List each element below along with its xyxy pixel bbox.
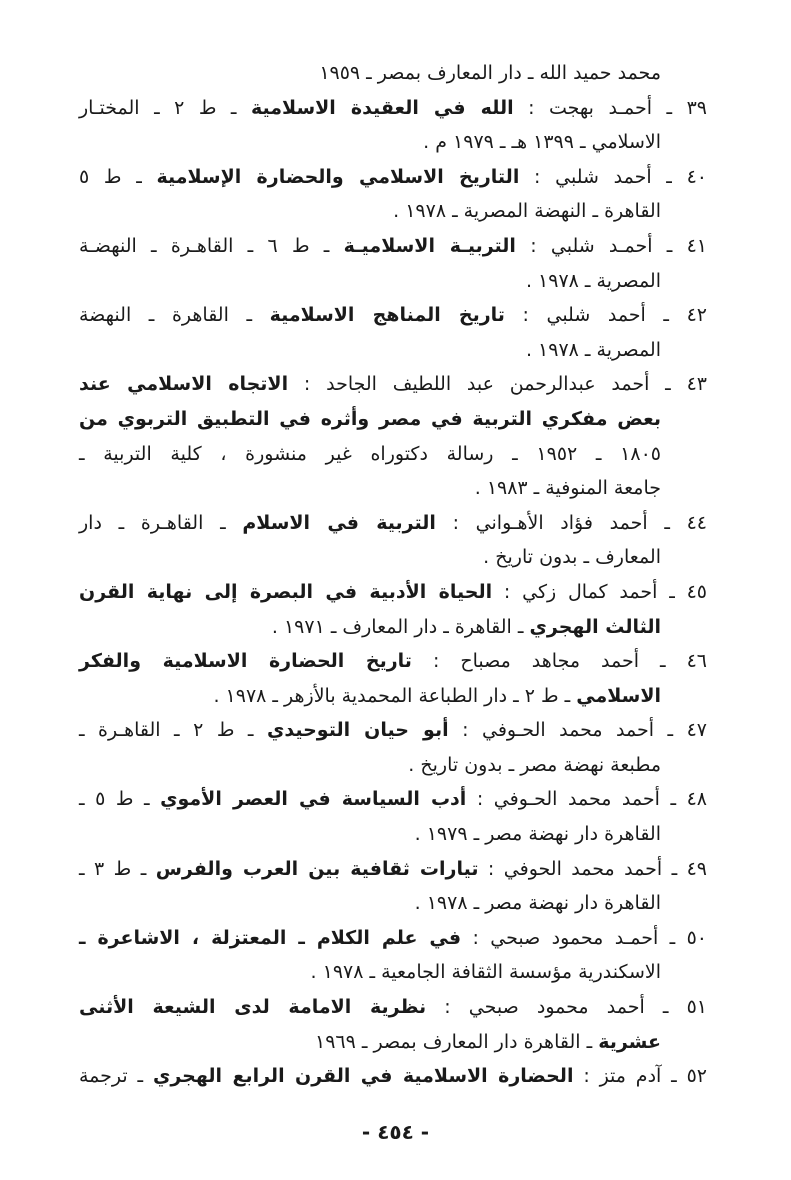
entry-title: تاريخ الحضارة الاسلامية والفكر bbox=[79, 650, 412, 673]
entry-line bbox=[79, 56, 707, 91]
entry-line bbox=[79, 1059, 707, 1094]
entry-publication: ـ ترجمة bbox=[79, 1065, 153, 1088]
entry-text: المصرية ـ ١٩٧٨ . bbox=[525, 338, 661, 361]
entry-author: ٤٢ ـ أحمد شلبي : bbox=[504, 304, 707, 327]
bibliography-entry bbox=[79, 782, 707, 851]
entry-line bbox=[79, 506, 707, 541]
entry-line bbox=[79, 194, 707, 229]
entry-line bbox=[79, 1025, 707, 1060]
entry-publication: ـ ط ٢ ـ المختـار bbox=[79, 96, 251, 119]
entry-publication: ـ القاهرة دار المعارف بمصر ـ ١٩٦٩ bbox=[315, 1030, 599, 1053]
entry-line bbox=[79, 402, 707, 437]
bibliography-entry bbox=[79, 990, 707, 1059]
entry-text: المعارف ـ بدون تاريخ . bbox=[483, 546, 661, 569]
entry-title: التربيـة الاسلاميـة bbox=[343, 234, 516, 257]
entry-line bbox=[79, 748, 707, 783]
entry-line bbox=[79, 229, 707, 264]
entry-title: في علم الكلام ـ المعتزلة ، الاشاعرة ـ bbox=[79, 926, 462, 949]
entry-author: ٤١ ـ أحمـد شلبي : bbox=[515, 234, 707, 257]
entry-title: أبو حيان التوحيدي bbox=[266, 719, 449, 742]
entry-line bbox=[79, 852, 707, 887]
entry-title: الثالث الهجري bbox=[529, 615, 661, 638]
bibliography-entry bbox=[79, 852, 707, 921]
entry-text: المصرية ـ ١٩٧٨ . bbox=[525, 269, 661, 292]
entry-text: الاسلامي ـ ١٣٩٩ هـ ـ ١٩٧٩ م . bbox=[423, 131, 661, 154]
entry-author: ٤٧ ـ أحمد محمد الحـوفي : bbox=[448, 719, 707, 742]
entry-line bbox=[79, 91, 707, 126]
page-number: - ٤٥٤ - bbox=[361, 1120, 430, 1144]
entry-author: ٤٣ ـ أحمد عبدالرحمن عبد اللطيف الجاحد : bbox=[288, 373, 707, 396]
entry-title: الاسلامي bbox=[576, 684, 661, 707]
entry-text: القاهرة دار نهضة مصر ـ ١٩٧٩ . bbox=[414, 823, 661, 846]
entry-publication: ـ القاهرة ـ النهضة bbox=[79, 304, 270, 327]
bibliography-entry bbox=[79, 575, 707, 644]
bibliography-entry bbox=[79, 298, 707, 367]
entry-author: ٤٨ ـ أحمد محمد الحـوفي : bbox=[466, 788, 707, 811]
entry-publication: ـ ط ٦ ـ القاهـرة ـ النهضـة bbox=[79, 234, 344, 257]
entry-title: التربية في الاسلام bbox=[242, 511, 436, 534]
entry-author: ٣٩ ـ أحمـد بهجت : bbox=[513, 96, 707, 119]
entry-title: تاريخ المناهج الاسلامية bbox=[269, 304, 505, 327]
entry-title: تيارات ثقافية بين العرب والفرس bbox=[155, 857, 479, 880]
bibliography-entry bbox=[79, 506, 707, 575]
entry-author: ٥٢ ـ آدم متز : bbox=[573, 1065, 707, 1088]
entry-line bbox=[79, 886, 707, 921]
entry-title: أدب السياسة في العصر الأموي bbox=[160, 788, 467, 811]
bibliography-entry bbox=[79, 367, 707, 505]
entry-line bbox=[79, 817, 707, 852]
entry-line bbox=[79, 782, 707, 817]
entry-publication: ـ ط ٢ ـ القاهـرة ـ bbox=[79, 719, 267, 742]
entry-text: ١٨٠٥ ـ ١٩٥٢ ـ رسالة دكتوراه غير منشورة ، كلية التربية ـ bbox=[79, 442, 661, 465]
entry-publication: ـ القاهرة ـ دار المعارف ـ ١٩٧١ . bbox=[271, 615, 530, 638]
bibliography-entry bbox=[79, 56, 707, 91]
entry-publication: ـ القاهـرة ـ دار bbox=[79, 511, 243, 534]
entry-line bbox=[79, 644, 707, 679]
entry-line bbox=[79, 367, 707, 402]
bibliography-entry bbox=[79, 229, 707, 298]
entry-text: القاهرة دار نهضة مصر ـ ١٩٧٨ . bbox=[414, 892, 661, 915]
entry-publication: ـ ط ٥ bbox=[79, 165, 157, 188]
entry-text: محمد حميد الله ـ دار المعارف بمصر ـ ١٩٥٩ bbox=[319, 62, 661, 84]
bibliography-entry bbox=[79, 1059, 707, 1094]
bibliography-entry bbox=[79, 91, 707, 160]
entry-line bbox=[79, 333, 707, 368]
entry-author: ٥٠ ـ أحمـد محمود صبحي : bbox=[461, 926, 707, 949]
entry-title: الله في العقيدة الاسلامية bbox=[250, 96, 514, 119]
entry-text: القاهرة ـ النهضة المصرية ـ ١٩٧٨ . bbox=[393, 200, 661, 223]
bibliography-entry bbox=[79, 713, 707, 782]
entry-title: الحضارة الاسلامية في القرن الرابع الهجري bbox=[152, 1065, 574, 1088]
entry-line bbox=[79, 160, 707, 195]
entry-line bbox=[79, 679, 707, 714]
entry-text: الاسكندرية مؤسسة الثقافة الجامعية ـ ١٩٧٨ . bbox=[310, 961, 661, 984]
bibliography-entry bbox=[79, 644, 707, 713]
entry-author: ٤٩ ـ أحمد محمد الحوفي : bbox=[478, 857, 707, 880]
entry-line bbox=[79, 575, 707, 610]
entry-line bbox=[79, 471, 707, 506]
entry-author: ٥١ ـ أحمد محمود صبحي : bbox=[426, 996, 707, 1019]
entry-text: مطبعة نهضة مصر ـ بدون تاريخ . bbox=[408, 753, 661, 776]
bibliography-entry bbox=[79, 921, 707, 990]
entry-line bbox=[79, 298, 707, 333]
entry-text: جامعة المنوفية ـ ١٩٨٣ . bbox=[474, 477, 661, 500]
entry-author: ٤٤ ـ أحمد فؤاد الأهـواني : bbox=[435, 511, 708, 534]
entry-title: الاتجاه الاسلامي عند bbox=[79, 373, 289, 396]
entry-line bbox=[79, 955, 707, 990]
entry-line bbox=[79, 610, 707, 645]
bibliography-page bbox=[79, 56, 707, 1094]
entry-title: عشرية bbox=[598, 1030, 661, 1053]
entry-title: نظرية الامامة لدى الشيعة الأثنى bbox=[79, 996, 427, 1019]
entry-author: ٤٥ ـ أحمد كمال زكي : bbox=[492, 580, 707, 603]
entry-publication: ـ ط ٢ ـ دار الطباعة المحمدية بالأزهر ـ ١٩٧٨ . bbox=[213, 684, 577, 707]
entry-publication: ـ ط ٣ ـ bbox=[79, 857, 156, 880]
entry-line bbox=[79, 437, 707, 472]
entry-line bbox=[79, 713, 707, 748]
entry-author: ٤٠ ـ أحمد شلبي : bbox=[519, 165, 707, 188]
bibliography-entry bbox=[79, 160, 707, 229]
entry-title: التاريخ الاسلامي والحضارة الإسلامية bbox=[156, 165, 520, 188]
entry-line bbox=[79, 921, 707, 956]
entry-line bbox=[79, 125, 707, 160]
entry-line bbox=[79, 264, 707, 299]
entry-publication: ـ ط ٥ ـ bbox=[79, 788, 161, 811]
entry-author: ٤٦ ـ أحمد مجاهد مصباح : bbox=[411, 650, 707, 673]
entry-line bbox=[79, 990, 707, 1025]
entry-line bbox=[79, 540, 707, 575]
entry-title: بعض مفكري التربية في مصر وأثره في التطبيق التربوي من bbox=[79, 407, 661, 430]
entry-title: الحياة الأدبية في البصرة إلى نهاية القرن bbox=[79, 580, 493, 603]
